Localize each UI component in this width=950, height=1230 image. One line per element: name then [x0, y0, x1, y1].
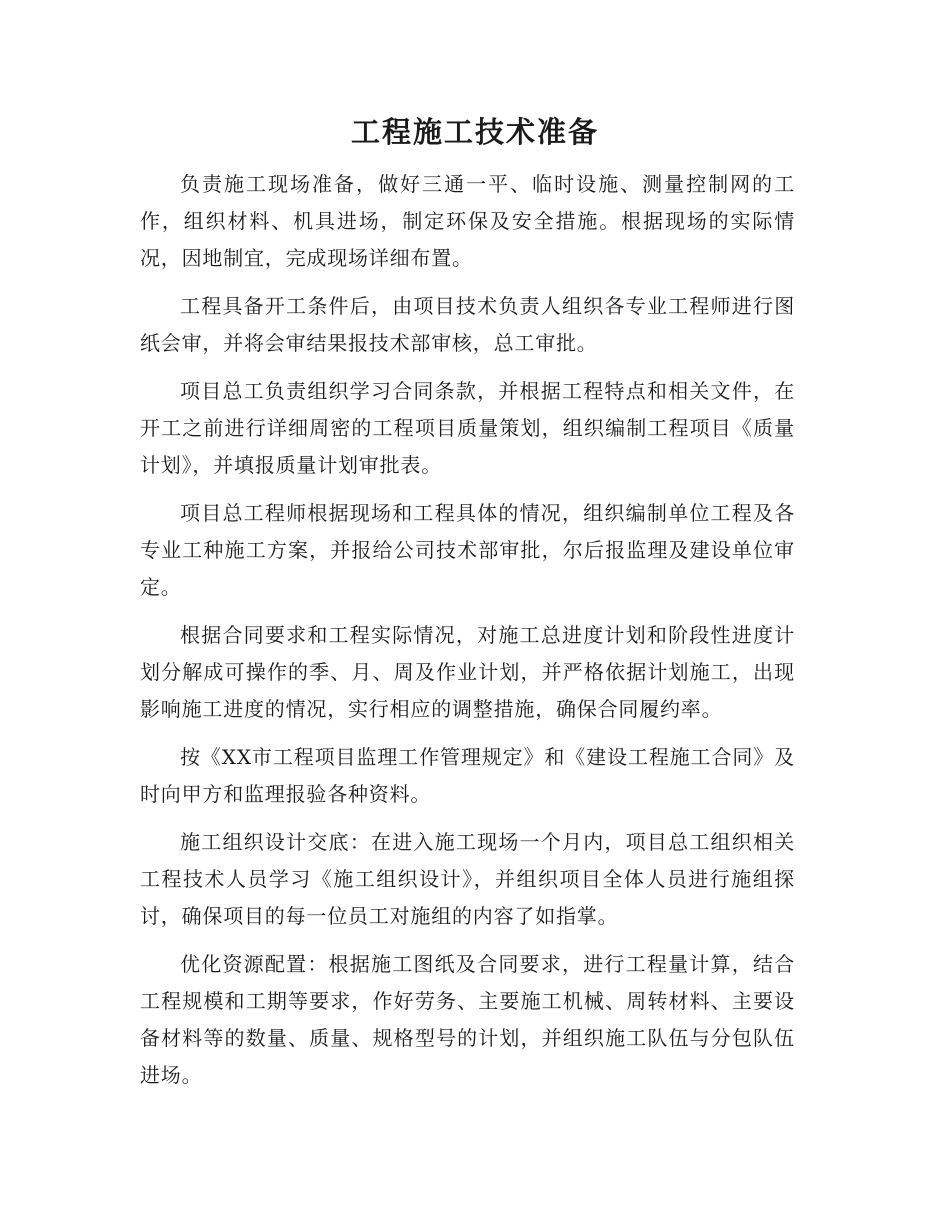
paragraph-resource-allocation: 优化资源配置：根据施工图纸及合同要求，进行工程量计算，结合工程规模和工期等要求，作好劳务、主要施工机械、周转材料、主要设备材料等的数量、质量、规格型号的计划，并组织施工队伍与分包队伍进场。: [140, 952, 795, 1087]
paragraph-document-submission: 按《XX市工程项目监理工作管理规定》和《建设工程施工合同》及时向甲方和监理报验各种资料。: [140, 745, 795, 806]
paragraph-construction-scheme: 项目总工程师根据现场和工程具体的情况，组织编制单位工程及各专业工种施工方案，并报给公司技术部审批，尔后报监理及建设单位审定。: [140, 501, 795, 599]
paragraph-drawing-review: 工程具备开工条件后，由项目技术负责人组织各专业工程师进行图纸会审，并将会审结果报技术部审核，总工审批。: [140, 294, 795, 355]
document-body: [140, 166, 795, 1105]
paragraph-quality-plan: 项目总工负责组织学习合同条款，并根据工程特点和相关文件，在开工之前进行详细周密的工程项目质量策划，组织编制工程项目《质量计划》，并填报质量计划审批表。: [140, 379, 795, 477]
paragraph-design-briefing: 施工组织设计交底：在进入施工现场一个月内，项目总工组织相关工程技术人员学习《施工组织设计》，并组织项目全体人员进行施组探讨，确保项目的每一位员工对施组的内容了如指掌。: [140, 830, 795, 928]
paragraph-schedule-plan: 根据合同要求和工程实际情况，对施工总进度计划和阶段性进度计划分解成可操作的季、月、周及作业计划，并严格依据计划施工，出现影响施工进度的情况，实行相应的调整措施，确保合同履约率。: [140, 623, 795, 721]
paragraph-site-preparation: 负责施工现场准备，做好三通一平、临时设施、测量控制网的工作，组织材料、机具进场，制定环保及安全措施。根据现场的实际情况，因地制宜，完成现场详细布置。: [140, 172, 795, 270]
document-title: 工程施工技术准备: [350, 115, 599, 149]
